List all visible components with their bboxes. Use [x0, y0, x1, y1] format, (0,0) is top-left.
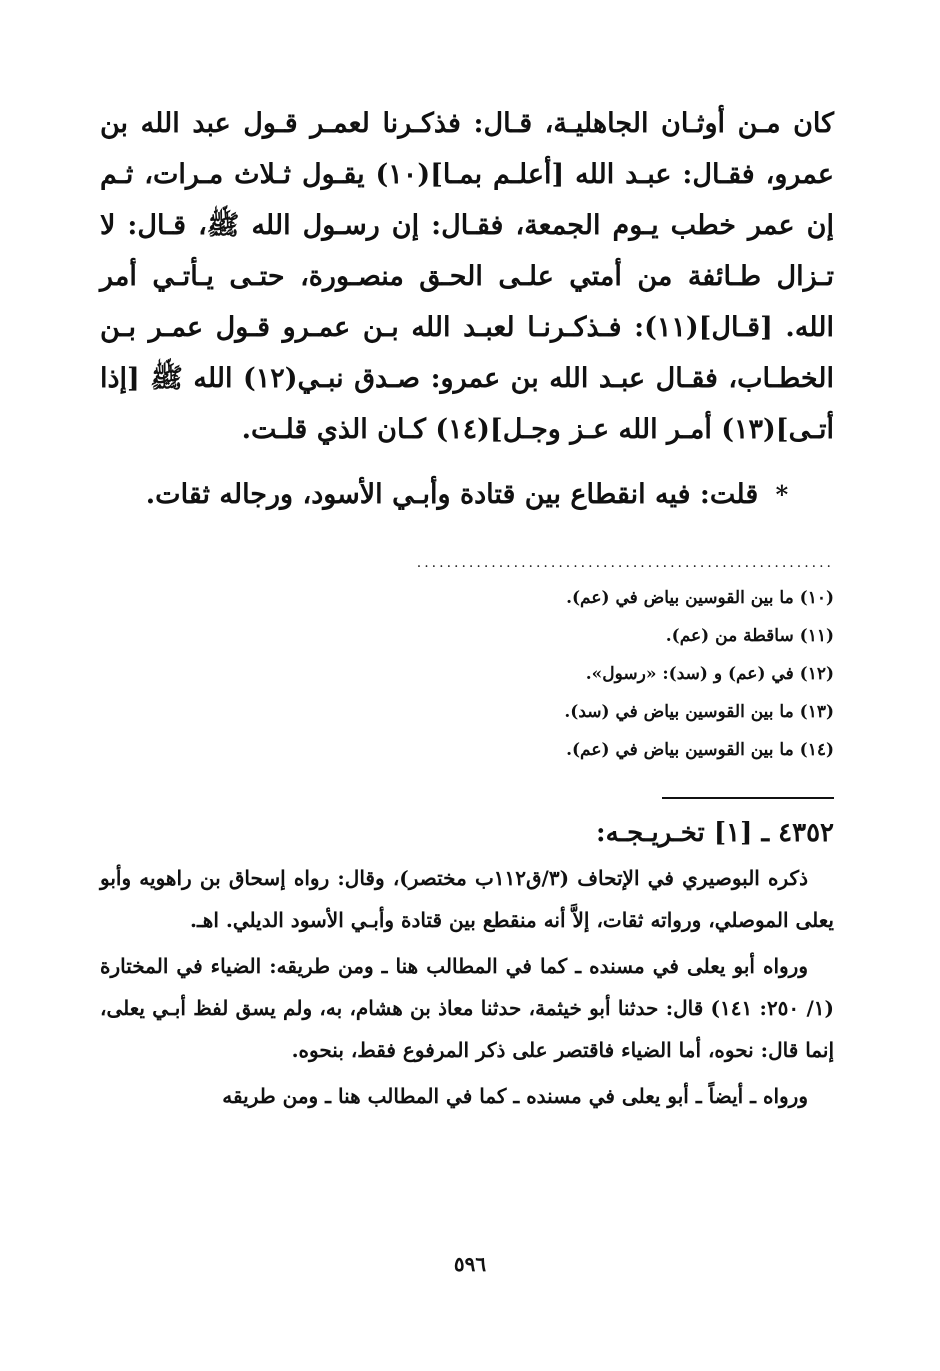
main-line: فقـال: عبـد الله [أعلـم بمـا](١٠) يقـول ثـلاث مـرات، ثـم إن عمر خطب: [100, 159, 835, 241]
author-note: [100, 475, 834, 515]
main-line: قلـت.: [241, 414, 308, 445]
main-line: كان مـن أوثـان الجاهليـة، قـال: فذكـرنا لعمـر قـول عبد الله بن عمرو،: [100, 108, 834, 190]
footnotes-list: [100, 579, 834, 769]
main-line: يـوم الجمعة، فقـال: إن رسـول الله ﷺ، قـال: لا تـزال طـائفة من أمتي: [100, 210, 834, 292]
footnote-item: (١٤) ما بين القوسين بياض في (عم).: [566, 740, 834, 760]
footnote-dotted-divider: ........................................................: [416, 555, 834, 571]
takhrij-heading: ٤٣٥٢ ـ [١] تخـريـجـه:: [596, 818, 834, 848]
footnote-item: (١١) ساقطة من (عم).: [665, 626, 834, 646]
footnote-item: (١٠) ما بين القوسين بياض في (عم).: [566, 588, 834, 608]
page-body: [100, 98, 834, 1117]
takhrij-paragraph: ورواه ـ أيضاً ـ أبو يعلى في مسنده ـ كما في المطالب هنا ـ ومن طريقه: [222, 1084, 808, 1108]
main-line: لعبـد الله بـن عمـرو قـول عمـر بـن الخطـاب، فقـال عبـد الله بن عمرو:: [100, 312, 834, 394]
author-note-text: قلت: فيه انقطاع بين قتادة وأبـي الأسود، ورجاله ثقات.: [145, 479, 759, 510]
page-number: ٥٩٦: [453, 1252, 487, 1276]
footnote-item: (١٣) ما بين القوسين بياض في (سد).: [564, 702, 834, 722]
hadith-text: [100, 98, 834, 455]
main-line: صـدق نبـي(١٢) الله ﷺ [إذا أتـى](١٣) أمـر الله عـز وجـل](١٤) كـان الذي: [100, 363, 834, 445]
footnote-item: (١٢) في (عم) و (سد): «رسول».: [585, 664, 834, 684]
main-line: علـى الحـق منصـورة، حتـى يـأتـي أمر الله. [قـال](١١): فـذكـرنـا: [100, 261, 834, 343]
star-icon: *: [775, 480, 789, 509]
takhrij-paragraph: ذكره البوصيري في الإتحاف (٣/ق١١٢ب مختصر)، وقال: رواه إسحاق بن راهويه وأبو يعلى الموصلي، ورواته ثقات، إلاَّ أنه منقطع بين قتادة وأبـي الأسود الديلي. اهـ.: [100, 866, 834, 932]
takhrij-paragraph: ورواه أبو يعلى في مسنده ـ كما في المطالب هنا ـ ومن طريقه: الضياء في المختارة (١/ ٢٥٠: ١٤١) قال: حدثنا أبو خيثمة، حدثنا معاذ بن هشام، به، ولم يسق لفظ أبـي يعلى، إنما قال: نحوه، أما الضياء فاقتصر على ذكر المرفوع فقط، بنحوه.: [100, 954, 834, 1062]
section-separator-line: [662, 797, 834, 799]
